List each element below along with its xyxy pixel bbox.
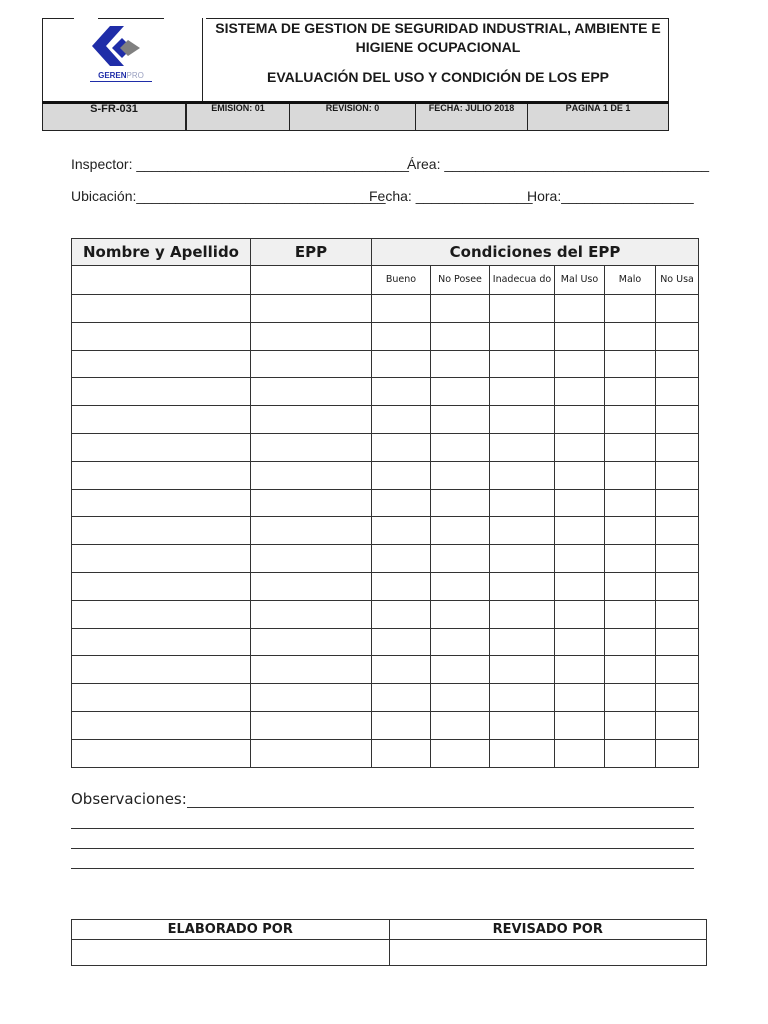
table-cell[interactable] xyxy=(72,572,251,600)
condition-no-posee: No Posee xyxy=(431,266,490,295)
table-cell[interactable] xyxy=(372,295,431,323)
col-header-epp: EPP xyxy=(251,239,372,266)
header-border-gap xyxy=(164,17,206,20)
table-cell[interactable] xyxy=(656,433,699,461)
elaborado-por-cell[interactable] xyxy=(72,940,390,966)
table-row xyxy=(72,739,699,767)
table-cell[interactable] xyxy=(372,656,431,684)
table-cell[interactable] xyxy=(490,517,555,545)
table-cell[interactable] xyxy=(555,433,605,461)
table-cell[interactable] xyxy=(372,711,431,739)
table-cell[interactable] xyxy=(490,600,555,628)
table-cell[interactable] xyxy=(490,378,555,406)
observations-line[interactable] xyxy=(71,828,694,829)
signature-header-row xyxy=(72,920,707,940)
condition-no-usa: No Usa xyxy=(656,266,699,295)
table-cell[interactable] xyxy=(72,433,251,461)
logo-text xyxy=(86,71,156,80)
observations-line[interactable] xyxy=(187,807,694,808)
table-cell[interactable] xyxy=(72,489,251,517)
table-cell[interactable] xyxy=(656,656,699,684)
table-cell[interactable] xyxy=(490,628,555,656)
observations-label: Observaciones: xyxy=(71,790,187,808)
table-cell[interactable] xyxy=(555,461,605,489)
table-cell[interactable] xyxy=(72,406,251,434)
table-cell[interactable] xyxy=(490,461,555,489)
table-cell[interactable] xyxy=(555,406,605,434)
table-cell[interactable] xyxy=(490,572,555,600)
table-cell[interactable] xyxy=(656,322,699,350)
condition-bueno: Bueno xyxy=(372,266,431,295)
table-cell[interactable] xyxy=(555,600,605,628)
fecha-field[interactable]: Fecha: _______________ xyxy=(369,188,533,204)
table-cell[interactable] xyxy=(251,378,372,406)
col-header-name: Nombre y Apellido xyxy=(72,239,251,266)
area-field[interactable]: Área: __________________________________ xyxy=(407,156,710,172)
table-cell[interactable] xyxy=(372,545,431,573)
table-cell[interactable] xyxy=(372,461,431,489)
observations-line[interactable] xyxy=(71,868,694,869)
table-cell[interactable] xyxy=(555,545,605,573)
table-cell[interactable] xyxy=(372,489,431,517)
ubicacion-field[interactable]: Ubicación:________________________________ xyxy=(71,188,386,204)
table-cell[interactable] xyxy=(555,489,605,517)
table-cell[interactable] xyxy=(605,406,656,434)
header-border-gap xyxy=(74,17,98,20)
table-cell[interactable] xyxy=(605,433,656,461)
table-row xyxy=(72,461,699,489)
table-row xyxy=(72,295,699,323)
table-cell[interactable] xyxy=(656,628,699,656)
table-row xyxy=(72,600,699,628)
signature-table xyxy=(71,919,707,966)
table-cell[interactable] xyxy=(251,739,372,767)
table-cell[interactable] xyxy=(555,378,605,406)
table-cell[interactable] xyxy=(431,656,490,684)
table-cell[interactable] xyxy=(251,350,372,378)
observations-line[interactable] xyxy=(71,848,694,849)
table-cell[interactable] xyxy=(372,628,431,656)
table-cell[interactable] xyxy=(251,406,372,434)
table-cell[interactable] xyxy=(431,378,490,406)
table-cell[interactable] xyxy=(490,545,555,573)
revisado-por-header: REVISADO POR xyxy=(389,920,707,940)
table-cell[interactable] xyxy=(555,322,605,350)
table-cell[interactable] xyxy=(251,628,372,656)
table-cell[interactable] xyxy=(605,295,656,323)
table-row xyxy=(72,684,699,712)
table-cell[interactable] xyxy=(656,489,699,517)
table-cell[interactable] xyxy=(656,350,699,378)
table-body xyxy=(72,295,699,768)
table-cell[interactable] xyxy=(251,711,372,739)
table-cell[interactable] xyxy=(431,572,490,600)
table-cell[interactable] xyxy=(72,545,251,573)
logo-underline xyxy=(90,81,152,82)
revisado-por-cell[interactable] xyxy=(389,940,707,966)
table-cell[interactable] xyxy=(656,684,699,712)
document-title: SISTEMA DE GESTION DE SEGURIDAD INDUSTRIAL, AMBIENTE E HIGIENE OCUPACIONAL xyxy=(215,20,661,55)
table-cell[interactable] xyxy=(431,600,490,628)
table-cell[interactable] xyxy=(431,684,490,712)
table-cell[interactable] xyxy=(72,739,251,767)
table-row xyxy=(72,322,699,350)
table-cell[interactable] xyxy=(490,295,555,323)
table-cell[interactable] xyxy=(555,684,605,712)
table-cell[interactable] xyxy=(656,461,699,489)
table-cell[interactable] xyxy=(605,545,656,573)
table-cell[interactable] xyxy=(490,406,555,434)
table-cell[interactable] xyxy=(431,406,490,434)
table-cell[interactable] xyxy=(605,656,656,684)
doc-emision: EMISIÓN: 01 xyxy=(187,104,290,130)
table-cell[interactable] xyxy=(605,350,656,378)
table-cell[interactable] xyxy=(555,517,605,545)
table-row xyxy=(72,545,699,573)
document-subtitle: EVALUACIÓN DEL USO Y CONDICIÓN DE LOS EPP xyxy=(266,69,609,85)
subheader-epp-blank xyxy=(251,266,372,295)
doc-code: S-FR-031 xyxy=(43,104,187,130)
table-cell[interactable] xyxy=(490,489,555,517)
table-cell[interactable] xyxy=(251,545,372,573)
table-cell[interactable] xyxy=(251,600,372,628)
table-cell[interactable] xyxy=(656,572,699,600)
table-cell[interactable] xyxy=(431,350,490,378)
doc-pagina: PÁGINA 1 DE 1 xyxy=(565,104,631,113)
table-cell[interactable] xyxy=(431,322,490,350)
table-cell[interactable] xyxy=(72,517,251,545)
table-cell[interactable] xyxy=(372,517,431,545)
table-cell[interactable] xyxy=(372,684,431,712)
table-cell[interactable] xyxy=(555,711,605,739)
table-cell[interactable] xyxy=(656,600,699,628)
table-cell[interactable] xyxy=(490,711,555,739)
table-cell[interactable] xyxy=(372,600,431,628)
table-cell[interactable] xyxy=(251,295,372,323)
table-row xyxy=(72,489,699,517)
table-cell[interactable] xyxy=(251,656,372,684)
table-cell[interactable] xyxy=(72,656,251,684)
header-left-border xyxy=(42,18,43,104)
table-cell[interactable] xyxy=(372,572,431,600)
table-cell[interactable] xyxy=(72,378,251,406)
table-cell[interactable] xyxy=(72,461,251,489)
table-cell[interactable] xyxy=(431,517,490,545)
table-cell[interactable] xyxy=(490,656,555,684)
table-subheader-row xyxy=(72,266,699,295)
table-cell[interactable] xyxy=(372,322,431,350)
logo-text-main: GEREN xyxy=(98,71,127,80)
table-cell[interactable] xyxy=(605,322,656,350)
table-cell[interactable] xyxy=(251,572,372,600)
header-logo-separator xyxy=(202,18,203,104)
epp-table xyxy=(71,238,699,768)
header-meta-row xyxy=(42,104,669,131)
table-cell[interactable] xyxy=(72,322,251,350)
table-cell[interactable] xyxy=(72,628,251,656)
logo-mark-icon xyxy=(84,22,160,70)
signature-row xyxy=(72,940,707,966)
table-cell[interactable] xyxy=(656,295,699,323)
table-cell[interactable] xyxy=(656,739,699,767)
table-cell[interactable] xyxy=(605,461,656,489)
doc-revision: REVISIÓN: 0 xyxy=(290,104,416,130)
subheader-name-blank xyxy=(72,266,251,295)
table-cell[interactable] xyxy=(605,711,656,739)
table-cell[interactable] xyxy=(431,295,490,323)
table-cell[interactable] xyxy=(72,600,251,628)
table-row xyxy=(72,656,699,684)
elaborado-por-header: ELABORADO POR xyxy=(72,920,390,940)
table-row xyxy=(72,711,699,739)
col-header-conditions: Condiciones del EPP xyxy=(372,239,699,266)
table-cell[interactable] xyxy=(555,572,605,600)
table-cell[interactable] xyxy=(656,711,699,739)
table-cell[interactable] xyxy=(656,406,699,434)
table-cell[interactable] xyxy=(431,545,490,573)
table-cell[interactable] xyxy=(555,350,605,378)
doc-fecha: FECHA: JULIO 2018 xyxy=(416,104,528,130)
table-cell[interactable] xyxy=(605,572,656,600)
table-cell[interactable] xyxy=(251,322,372,350)
table-cell[interactable] xyxy=(251,517,372,545)
table-cell[interactable] xyxy=(251,461,372,489)
table-cell[interactable] xyxy=(490,684,555,712)
table-cell[interactable] xyxy=(372,378,431,406)
table-cell[interactable] xyxy=(372,406,431,434)
table-cell[interactable] xyxy=(490,433,555,461)
table-cell[interactable] xyxy=(372,739,431,767)
table-cell[interactable] xyxy=(605,739,656,767)
table-cell[interactable] xyxy=(431,489,490,517)
table-row xyxy=(72,406,699,434)
table-cell[interactable] xyxy=(605,628,656,656)
hora-field[interactable]: Hora:_________________ xyxy=(527,188,694,204)
table-cell[interactable] xyxy=(490,739,555,767)
table-cell[interactable] xyxy=(251,684,372,712)
condition-inadecuado: Inadecua do xyxy=(490,266,555,295)
table-cell[interactable] xyxy=(72,295,251,323)
table-cell[interactable] xyxy=(490,350,555,378)
table-cell[interactable] xyxy=(372,433,431,461)
table-cell[interactable] xyxy=(431,433,490,461)
table-cell[interactable] xyxy=(656,545,699,573)
table-cell[interactable] xyxy=(605,378,656,406)
table-cell[interactable] xyxy=(555,656,605,684)
table-cell[interactable] xyxy=(72,711,251,739)
table-cell[interactable] xyxy=(72,350,251,378)
table-cell[interactable] xyxy=(656,517,699,545)
table-cell[interactable] xyxy=(605,489,656,517)
table-header-row xyxy=(72,239,699,266)
table-cell[interactable] xyxy=(490,322,555,350)
table-cell[interactable] xyxy=(605,517,656,545)
table-row xyxy=(72,628,699,656)
table-cell[interactable] xyxy=(251,489,372,517)
table-cell[interactable] xyxy=(431,739,490,767)
condition-mal-uso: Mal Uso xyxy=(555,266,605,295)
table-cell[interactable] xyxy=(431,461,490,489)
table-cell[interactable] xyxy=(555,628,605,656)
table-cell[interactable] xyxy=(555,739,605,767)
table-cell[interactable] xyxy=(656,378,699,406)
condition-malo: Malo xyxy=(605,266,656,295)
logo-text-accent: PRO xyxy=(126,71,144,80)
table-cell[interactable] xyxy=(251,433,372,461)
table-row xyxy=(72,433,699,461)
inspector-field[interactable]: Inspector: ___________________________________ xyxy=(71,156,409,172)
table-cell[interactable] xyxy=(431,628,490,656)
table-cell[interactable] xyxy=(431,711,490,739)
table-cell[interactable] xyxy=(372,350,431,378)
table-row xyxy=(72,572,699,600)
table-row xyxy=(72,378,699,406)
table-cell[interactable] xyxy=(605,600,656,628)
table-cell[interactable] xyxy=(72,684,251,712)
table-cell[interactable] xyxy=(555,295,605,323)
company-logo xyxy=(84,22,160,84)
table-cell[interactable] xyxy=(605,684,656,712)
table-row xyxy=(72,517,699,545)
table-row xyxy=(72,350,699,378)
